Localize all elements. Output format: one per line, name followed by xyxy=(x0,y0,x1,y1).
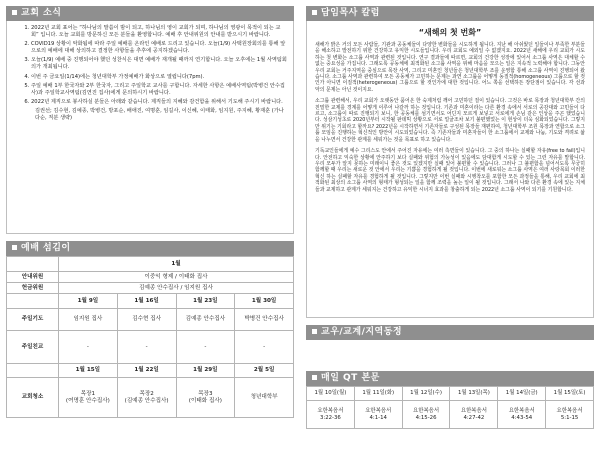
qt-date: 1월 14일(금) xyxy=(498,387,546,401)
date-cell: 2월 5일 xyxy=(235,364,294,378)
qt-passage: 요한복음서 4:43-54 xyxy=(498,401,546,429)
pastor-column-box xyxy=(306,21,594,318)
prayer-cell: 김예종 안수집사 xyxy=(176,309,235,331)
cleaning-row xyxy=(7,378,294,418)
fellowship-row xyxy=(7,331,294,364)
news-item: 3. 오늘(1/9) 예배 중 진행되어야 했던 성찬식은 대면 예배가 재개될 때까지 연기합니다. 오늘 오후에는 1월 사역팀회의가 개최됩니다. xyxy=(31,57,287,71)
left-column xyxy=(6,6,294,418)
qt-passage: 요한복음서 3:22-36 xyxy=(307,401,355,429)
qt-passage: 요한복음서 4:27-42 xyxy=(450,401,498,429)
dates-row xyxy=(7,364,294,378)
fellowship-cell: - xyxy=(117,331,176,364)
offering-row xyxy=(7,283,294,294)
prayer-cell: 김수현 집사 xyxy=(117,309,176,331)
bullet-square-icon xyxy=(12,245,17,250)
qt-passage: 요한복음서 4:15-26 xyxy=(402,401,450,429)
date-cell: 1월 22일 xyxy=(117,364,176,378)
news-title: 교회 소식 xyxy=(21,8,62,18)
servers-section xyxy=(6,241,294,418)
fellowship-cell: - xyxy=(235,331,294,364)
servers-title: 예배 섬김이 xyxy=(21,243,71,253)
pastor-column-header xyxy=(306,6,594,21)
bullet-square-icon xyxy=(312,375,317,380)
news-item: 6. 2022년 제직으로 봉사하실 분들은 아래와 같습니다. 제직들의 지혜와 감건함을 위해서 기도해 주시기 바랍니다. xyxy=(31,99,287,106)
column-heading: “새해의 첫 번화” xyxy=(418,28,482,37)
news-item: 4. 이번 주 금요일(1/14)에는 청년대학부 가정예배가 화상으로 열립니다(7pm). xyxy=(31,74,287,81)
fellowship-cell: - xyxy=(59,331,118,364)
community-news-header xyxy=(306,325,594,340)
qt-date-row xyxy=(307,387,594,401)
community-news-body xyxy=(306,340,594,364)
row-label: 안내위원 xyxy=(7,272,59,283)
qt-date: 1월 13일(목) xyxy=(450,387,498,401)
row-label: 주일기도 xyxy=(7,309,59,331)
dates-row xyxy=(7,294,294,309)
news-item: 5. 주일 예배 1부 한국자와 2부 한국자, 그리고 주일학교 교사를 구합니다. 자세한 사항은 예배사역팀(박병건 안수집사)과 주일학교사역팀(김연진 집사)에게 문의하시기 바랍니다. xyxy=(31,83,287,97)
qt-table xyxy=(306,386,594,429)
qt-header xyxy=(306,371,594,386)
qt-passage-row xyxy=(307,401,594,429)
qt-passage: 요한복음서 4:1-14 xyxy=(354,401,402,429)
row-label: 헌금위원 xyxy=(7,283,59,294)
month-row xyxy=(7,257,294,272)
community-news-section xyxy=(306,325,594,364)
right-column xyxy=(306,6,594,429)
news-list xyxy=(17,25,287,106)
row-label: 주일친교 xyxy=(7,331,59,364)
usher-names: 이중익 형제 / 이태화 집사 xyxy=(59,272,294,283)
column-paragraph: 소그룹 관련해서, 우리 교회가 오랫동안 품어온 한 숙제처럼 깨어 고민하던 질이 있습니다. 그것은 바로 목장과 청년대학부 간의 친밀한 교제를 경계를 어떻게 이루어 나갈까 하는 것입니다. 기존과 미혼이라는 다른 환경 속에서 서로의 공감대와 고민들이 다르고, 소그룹이 따로 진행되기 보니, 한 공동체를 섬기면서도 어딘지 모르게 보넣고 서로에게 손님 같은 인상을 주곤 했었습니다. 성삼기성초로 2020년부터 시작될 판데믹 상황으로 서로 얼굴조차 보기 불편했었는 이 현상이 더욱 심화되었습니다. 그렇지만 위기는 기회라고 할까요? 2022년을 시작하면서 기존자들로 구성된 목장들 재편하여, 청년대학부 조원 목장과 연합으로 소그룹 모임을 진행하는 혁신적인 방안이 시도되었습니다. 즉 기존자들과 미혼자들이 한 소그룹에서 교제와 나눔, 기도와 격려로 삶을 나누면서 건강한 관계를 세워가는 것을 목표로 하고 있습니다. xyxy=(315,98,585,143)
bullet-square-icon xyxy=(312,329,317,334)
bullet-square-icon xyxy=(12,10,17,15)
date-cell: 1월 29일 xyxy=(176,364,235,378)
news-item: 2. COVID19 상황이 악화됨에 따라 주일 예배를 온라인 예배로 드리고 있습니다. 오늘(1/9) 사택원장회의를 통해 앞으로의 예배에 대해 상의하고 결정한 사항들을 추후에 공지하겠습니다. xyxy=(31,41,287,55)
qt-date: 1월 12일(수) xyxy=(402,387,450,401)
prayer-cell: 임지원 집사 xyxy=(59,309,118,331)
news-box xyxy=(6,21,294,234)
column-paragraph: 기독교인들에게 예수 그리스도 안에서 주어진 자유에는 여러 측면들이 있습니다. 그 중의 하나는 실패할 자유(free to fail)입니다. 안전하고 익숙한 상황에 안주하기 보다 실패와 위험의 가능성이 있음에도 담대함게 시도할 수 있는 그런 자유를 말합니다. 우리 모두가 알지 못하는 미래이니 좋은 것도 있겠지만 실패 있어 불편할 수 있습니다. 그러나 그 불편함을 넘어서도록 무궁히 함께할 때 우리는 새로운 것 안에서 우리는 기쁨을 경험하게 될 것입니다. 이번에 새로워는 소그룹 사역은 여러 사랑목회 이러한 혁신 하는 실패할 자유를 경험하게 될 것입니다. 그렇지만 이번 실패와 시행착오를 포함한 모든 과정들을 통해, 우리 교회에 최적화된 최상의 소그룹 사역의 형태가 형성되는 일을 함께 조력을 높는 일이 될 것입니다. 그래서 나와 다른 환경 속에 있는 지체들과 교제하고 관계가 세워지는 건강하고 유익한 시너지 효과를 창출하게 되는 2022년 소그룹 사역이 되기를 기원합니다. xyxy=(315,148,585,193)
date-cell: 1월 23일 xyxy=(176,294,235,309)
news-header xyxy=(6,6,294,21)
qt-date: 1월 11일(화) xyxy=(354,387,402,401)
row-label: 교회청소 xyxy=(7,378,59,418)
prayer-cell: 박병건 안수집사 xyxy=(235,309,294,331)
date-cell: 1월 30일 xyxy=(235,294,294,309)
month-cell: 1월 xyxy=(59,257,294,272)
community-news-title: 교우/교계/지역동정 xyxy=(321,327,403,337)
usher-row xyxy=(7,272,294,283)
fellowship-cell: - xyxy=(176,331,235,364)
qt-passage: 요한복음서 5:1-15 xyxy=(546,401,594,429)
cleaning-cell: 목장1 (여명훈 안수집사) xyxy=(59,378,118,418)
date-cell: 1월 9일 xyxy=(59,294,118,309)
date-cell: 1월 15일 xyxy=(59,364,118,378)
prayer-row xyxy=(7,309,294,331)
servers-header xyxy=(6,241,294,256)
qt-date: 1월 10일(월) xyxy=(307,387,355,401)
date-cell: 1월 16일 xyxy=(117,294,176,309)
cleaning-cell: 목장3 (이태화 집사) xyxy=(176,378,235,418)
qt-title: 매일 QT 본문 xyxy=(321,373,380,383)
qt-section xyxy=(306,371,594,429)
pastor-column-title: 담임목사 칼럼 xyxy=(321,8,380,18)
offering-names: 김예종 안수집사 / 임지원 집사 xyxy=(59,283,294,294)
cleaning-cell: 목장2 (김예종 안수집사) xyxy=(117,378,176,418)
cleaning-cell: 청년대학부 xyxy=(235,378,294,418)
servers-table xyxy=(6,256,294,418)
bullet-square-icon xyxy=(312,10,317,15)
column-paragraph: 새해가 밝은 거의 모든 사람들, 기관과 공동체들이 다양한 변화들을 시도하게 됩니다. 지난 해 아쉬웠던 일들이나 부족한 부분들을 해소하고 발전하기 위한 건강하고 유익한 시도들입니다. 우리 교회도 예외일 수 없겠지요. 2022년 새해에 우리 교회가 시도하는 첫 변화는 소그룹 사역과 관련된 것입니다. 연구 결과들에 따르면, 교회의 건강한 성장에 있어서 소그룹 사역은 대체할 수 없는 중요성을 가집니다. 그래도록 공동체에 최적화된 소그룹 사역을 위해 마음을 모으는 일은 지속적 노력해야 합니다. 그동안 우리 교회는 거주지역을 중심으로 목장 사역, 그리고 미혼인 청년들은 청년대학부 조를 운영함 통해 소그룹 사역이 진행되어 왔습니다. 소그룹 사역과 관련하여 모든 공동체가 고민하는 문제는 과연 소그룹을 어떻게 동질적(homogeneous) 그룹으로 할 것인가 아니면 이질적(heterogeneous) 그룹으로 할 것인가에 대한 것입니다. 어느 쪽을 선택하든 장단점이 있습니다. 각 선과 악의 문제는 아닌 것이지요. xyxy=(315,42,585,93)
officers-list: 김권선; 김수현, 김예종, 박병건, 방포순, 배애진, 여명훈, 임길사, 이신혜, 이태화, 임지원, 주지혜, 황재훈 (가나다순, 직분 생략) xyxy=(35,107,284,122)
news-item: 1. 2022년 교회 표어는 “하나님의 말씀이 밤이 되고, 하나님의 영이 교회가 되며, 하나님의 영광이 목적이 되는 교회” 입니다. 오늘 교회를 방문하신 모든 분들을 환영합니다. 예배 후 안내위원의 안내를 받으시기 바랍니다. xyxy=(31,25,287,39)
qt-date: 1월 15일(토) xyxy=(546,387,594,401)
